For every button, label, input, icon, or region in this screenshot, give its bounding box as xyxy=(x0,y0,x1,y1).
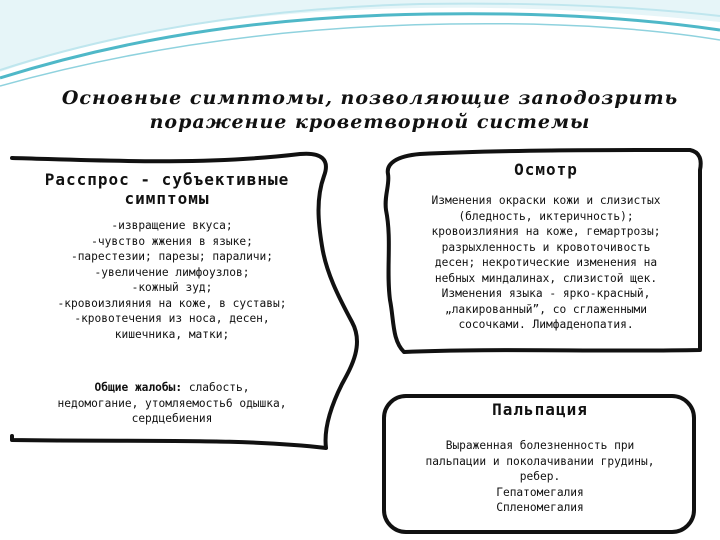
general-complaints-text: слабость, xyxy=(182,381,250,394)
palpation-line: ребер. xyxy=(519,470,561,483)
exam-line: кровоизлияния на коже, гемартрозы; xyxy=(431,225,661,238)
exam-box-heading: Осмотр xyxy=(514,160,578,179)
general-complaints-line-2: недомогание, утомляемость6 одышка, xyxy=(57,396,287,410)
palpation-line: Гепатомегалия xyxy=(496,485,584,499)
general-complaints xyxy=(16,380,328,427)
general-complaints-line-3: сердцебиения xyxy=(131,412,213,425)
palpation-box-heading: Пальпация xyxy=(492,400,588,419)
exam-line: Изменения окраски кожи и слизистых xyxy=(431,194,661,207)
symptom-item: -чувство жжения в языке; xyxy=(91,234,253,248)
exam-line: „лакированный”, со сглаженными xyxy=(444,302,648,316)
left-box-heading xyxy=(22,170,312,208)
exam-findings xyxy=(396,193,696,333)
symptom-list xyxy=(16,218,328,342)
slide-title-line-1: Основные симптомы, позволяющие заподозрить xyxy=(61,87,679,109)
symptom-item: -кровотечения из носа, десен, xyxy=(74,312,270,325)
palpation-line: Выраженная болезненность при xyxy=(445,439,635,452)
palpation-findings xyxy=(390,438,690,516)
symptom-item: -извращение вкуса; xyxy=(111,219,233,232)
palpation-line: Спленомегалия xyxy=(496,501,584,514)
general-complaints-line-1 xyxy=(16,380,328,396)
symptom-item: -кожный зуд; xyxy=(131,281,213,294)
exam-line: разрыхленность и кровоточивость xyxy=(441,240,651,254)
exam-line: небных миндалинах, слизистой щек. xyxy=(434,271,658,285)
slide-title-line-2: поражение кроветворной системы xyxy=(149,111,591,133)
general-complaints-label: Общие жалобы: xyxy=(94,381,183,394)
symptom-item: -кровоизлияния на коже, в суставы; xyxy=(57,296,287,310)
symptom-item: -увеличение лимфоузлов; xyxy=(94,265,250,279)
exam-line: сосочками. Лимфаденопатия. xyxy=(458,318,634,331)
palpation-line: пальпации и поколачивании грудины, xyxy=(425,454,655,468)
symptom-item: -парестезии; парезы; параличи; xyxy=(70,250,274,263)
left-box-heading-line-2: симптомы xyxy=(124,189,210,208)
exam-line: Изменения языка - ярко-красный, xyxy=(441,287,651,300)
exam-line: десен; некротические изменения на xyxy=(434,256,658,269)
exam-line: (бледность, иктеричность); xyxy=(458,209,634,223)
left-box-heading-line-1: Расспрос - субъективные xyxy=(44,170,290,189)
symptom-item: кишечника, матки; xyxy=(114,327,230,341)
